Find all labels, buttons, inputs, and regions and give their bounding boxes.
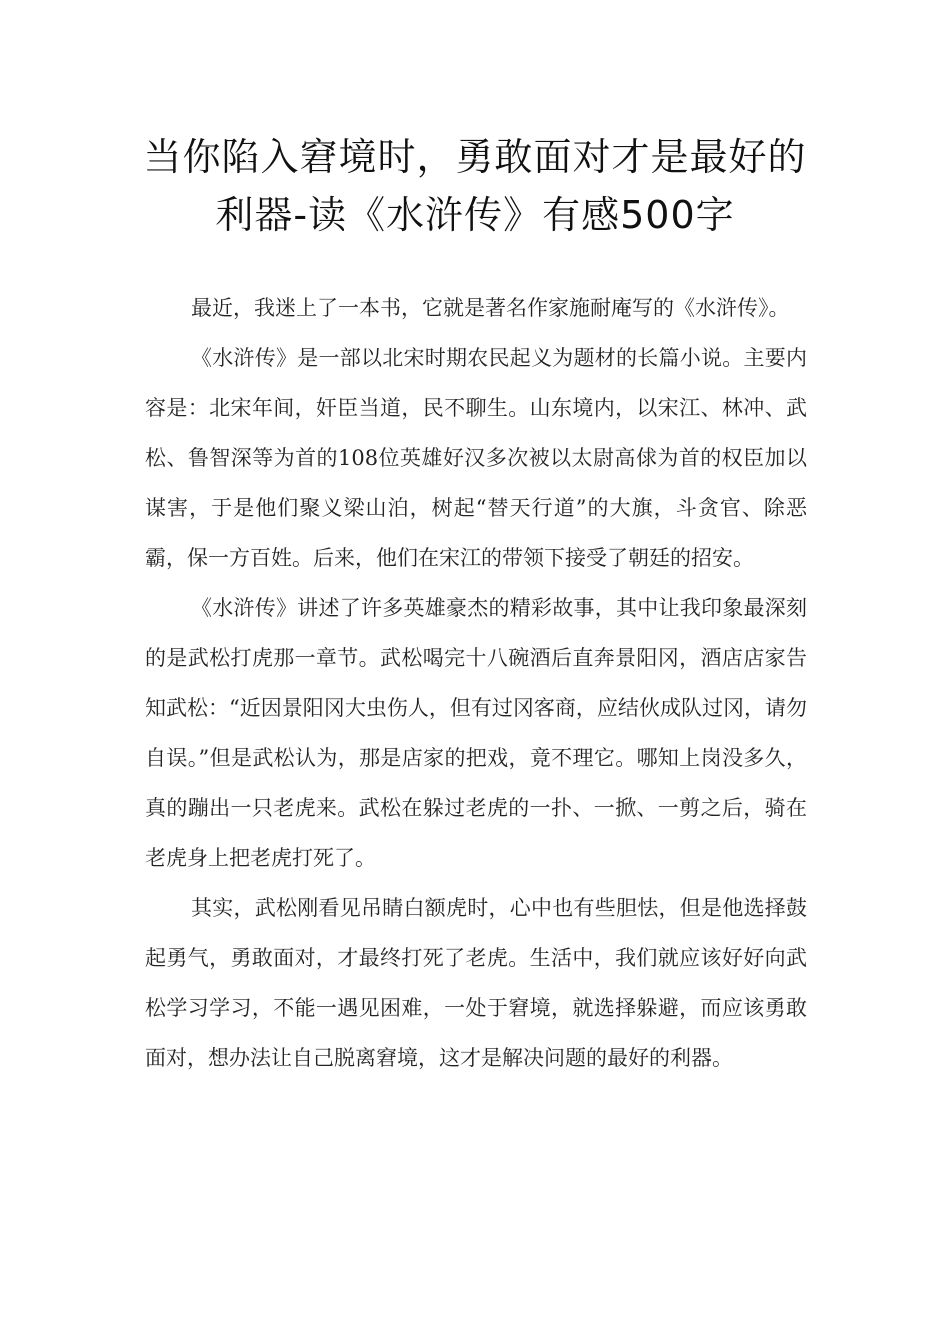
paragraph-3: 《水浒传》讲述了许多英雄豪杰的精彩故事，其中让我印象最深刻的是武松打虎那一章节。武松喝完十八碗酒后直奔景阳冈，酒店店家告知武松：“近因景阳冈大虫伤人，但有过冈客商，应结伙成队过冈，请勿自误。”但是武松认为，那是店家的把戏，竟不理它。哪知上岗没多久，真的蹦出一只老虎来。武松在躲过老虎的一扑、一掀、一剪之后，骑在老虎身上把老虎打死了。	[145, 596, 807, 870]
title-line-1: 当你陷入窘境时，勇敢面对才是最好的	[143, 135, 807, 179]
document-body	[145, 283, 807, 1083]
document-title	[95, 128, 855, 244]
paragraph-4: 其实，武松刚看见吊睛白额虎时，心中也有些胆怯，但是他选择鼓起勇气，勇敢面对，才最终打死了老虎。生活中，我们就应该好好向武松学习学习，不能一遇见困难，一处于窘境，就选择躲避，而应该勇敢面对，想办法让自己脱离窘境，这才是解决问题的最好的利器。	[145, 896, 807, 1070]
title-line-2: 利器-读《水浒传》有感500字	[215, 193, 735, 237]
paragraph-2: 《水浒传》是一部以北宋时期农民起义为题材的长篇小说。主要内容是：北宋年间，奸臣当道，民不聊生。山东境内，以宋江、林冲、武松、鲁智深等为首的108位英雄好汉多次被以太尉高俅为首的权臣加以谋害，于是他们聚义梁山泊，树起“替天行道”的大旗，斗贪官、除恶霸，保一方百姓。后来，他们在宋江的带领下接受了朝廷的招安。	[145, 346, 807, 570]
paragraph-1: 最近，我迷上了一本书，它就是著名作家施耐庵写的《水浒传》。	[191, 296, 790, 320]
